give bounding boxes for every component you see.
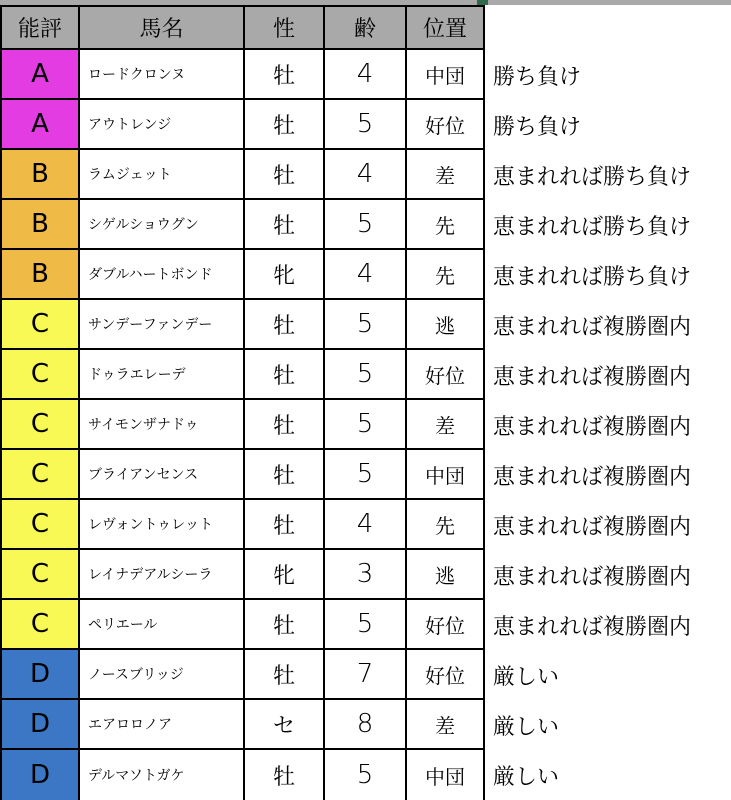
position-cell: 中団: [407, 750, 485, 800]
age-cell: 3: [325, 550, 407, 600]
position-cell: 先: [407, 250, 485, 300]
sex-cell: 牝: [245, 550, 325, 600]
table-row: [0, 400, 729, 450]
position-cell: 逃: [407, 550, 485, 600]
header-comment: [485, 5, 729, 50]
position-cell: 差: [407, 150, 485, 200]
rating-cell: D: [0, 700, 80, 750]
comment-text: 厳しい: [493, 714, 560, 740]
comment-text: 勝ち負け: [493, 64, 582, 90]
sex-cell: 牡: [245, 600, 325, 650]
horse-name-cell: ノースブリッジ: [80, 650, 245, 700]
header-age: 齢: [325, 5, 407, 50]
rating-cell: C: [0, 600, 80, 650]
position-cell: 逃: [407, 300, 485, 350]
horse-rating-table: [0, 5, 729, 800]
age-cell: 7: [325, 650, 407, 700]
comment-text: 恵まれれば複勝圏内: [493, 514, 692, 540]
horse-name-cell: ブライアンセンス: [80, 450, 245, 500]
sex-cell: 牝: [245, 250, 325, 300]
sex-cell: 牡: [245, 750, 325, 800]
age-cell: 5: [325, 100, 407, 150]
horse-name-cell: ラムジェット: [80, 150, 245, 200]
sex-cell: 牡: [245, 400, 325, 450]
comment-text: 恵まれれば複勝圏内: [493, 414, 692, 440]
rating-cell: B: [0, 150, 80, 200]
rating-cell: A: [0, 100, 80, 150]
rating-cell: C: [0, 350, 80, 400]
position-cell: 中団: [407, 50, 485, 100]
age-cell: 8: [325, 700, 407, 750]
table-row: [0, 200, 729, 250]
horse-name-cell: デルマソトガケ: [80, 750, 245, 800]
age-cell: 4: [325, 500, 407, 550]
horse-name-cell: ドゥラエレーデ: [80, 350, 245, 400]
position-cell: 差: [407, 400, 485, 450]
horse-name-cell: ロードクロンヌ: [80, 50, 245, 100]
rating-cell: D: [0, 650, 80, 700]
comment-text: 恵まれれば複勝圏内: [493, 464, 692, 490]
table-row: [0, 650, 729, 700]
position-cell: 好位: [407, 350, 485, 400]
table-row: [0, 50, 729, 100]
sex-cell: 牡: [245, 350, 325, 400]
rating-cell: A: [0, 50, 80, 100]
horse-name-cell: レヴォントゥレット: [80, 500, 245, 550]
horse-name-cell: サイモンザナドゥ: [80, 400, 245, 450]
position-cell: 先: [407, 200, 485, 250]
position-cell: 中団: [407, 450, 485, 500]
sex-cell: 牡: [245, 150, 325, 200]
horse-name-cell: サンデーファンデー: [80, 300, 245, 350]
rating-cell: C: [0, 400, 80, 450]
header-position: 位置: [407, 5, 485, 50]
sex-cell: 牡: [245, 500, 325, 550]
horse-name-cell: シゲルショウグン: [80, 200, 245, 250]
position-cell: 差: [407, 700, 485, 750]
header-row: [0, 5, 729, 50]
table-row: [0, 450, 729, 500]
age-cell: 4: [325, 50, 407, 100]
horse-name-cell: ダブルハートボンド: [80, 250, 245, 300]
table-row: [0, 600, 729, 650]
age-cell: 5: [325, 200, 407, 250]
comment-text: 恵まれれば複勝圏内: [493, 364, 692, 390]
rating-cell: C: [0, 450, 80, 500]
age-cell: 5: [325, 450, 407, 500]
age-cell: 5: [325, 300, 407, 350]
header-sex: 性: [245, 5, 325, 50]
sex-cell: 牡: [245, 650, 325, 700]
comment-text: 恵まれれば勝ち負け: [493, 164, 692, 190]
table-row: [0, 100, 729, 150]
comment-text: 厳しい: [493, 764, 560, 790]
comment-text: 厳しい: [493, 664, 560, 690]
rating-cell: C: [0, 550, 80, 600]
comment-text: 恵まれれば勝ち負け: [493, 214, 692, 240]
table-row: [0, 150, 729, 200]
rating-cell: B: [0, 250, 80, 300]
age-cell: 5: [325, 400, 407, 450]
table-row: [0, 550, 729, 600]
header-horse-name: 馬名: [80, 5, 245, 50]
table-row: [0, 750, 729, 800]
rating-cell: B: [0, 200, 80, 250]
horse-name-cell: エアロロノア: [80, 700, 245, 750]
comment-text: 勝ち負け: [493, 114, 582, 140]
table-row: [0, 350, 729, 400]
horse-name-cell: レイナデアルシーラ: [80, 550, 245, 600]
age-cell: 5: [325, 600, 407, 650]
age-cell: 5: [325, 750, 407, 800]
position-cell: 先: [407, 500, 485, 550]
comment-text: 恵まれれば複勝圏内: [493, 614, 692, 640]
sex-cell: 牡: [245, 100, 325, 150]
position-cell: 好位: [407, 600, 485, 650]
rating-cell: C: [0, 300, 80, 350]
sex-cell: セ: [245, 700, 325, 750]
rating-cell: D: [0, 750, 80, 800]
horse-name-cell: アウトレンジ: [80, 100, 245, 150]
age-cell: 4: [325, 250, 407, 300]
table-row: [0, 700, 729, 750]
sex-cell: 牡: [245, 300, 325, 350]
table-row: [0, 300, 729, 350]
sex-cell: 牡: [245, 200, 325, 250]
rating-cell: C: [0, 500, 80, 550]
comment-text: 恵まれれば複勝圏内: [493, 314, 692, 340]
sex-cell: 牡: [245, 50, 325, 100]
header-rating: 能評: [0, 5, 80, 50]
comment-text: 恵まれれば勝ち負け: [493, 264, 692, 290]
age-cell: 5: [325, 350, 407, 400]
horse-name-cell: ペリエール: [80, 600, 245, 650]
table-row: [0, 500, 729, 550]
age-cell: 4: [325, 150, 407, 200]
comment-text: 恵まれれば複勝圏内: [493, 564, 692, 590]
sex-cell: 牡: [245, 450, 325, 500]
table-row: [0, 250, 729, 300]
position-cell: 好位: [407, 650, 485, 700]
position-cell: 好位: [407, 100, 485, 150]
